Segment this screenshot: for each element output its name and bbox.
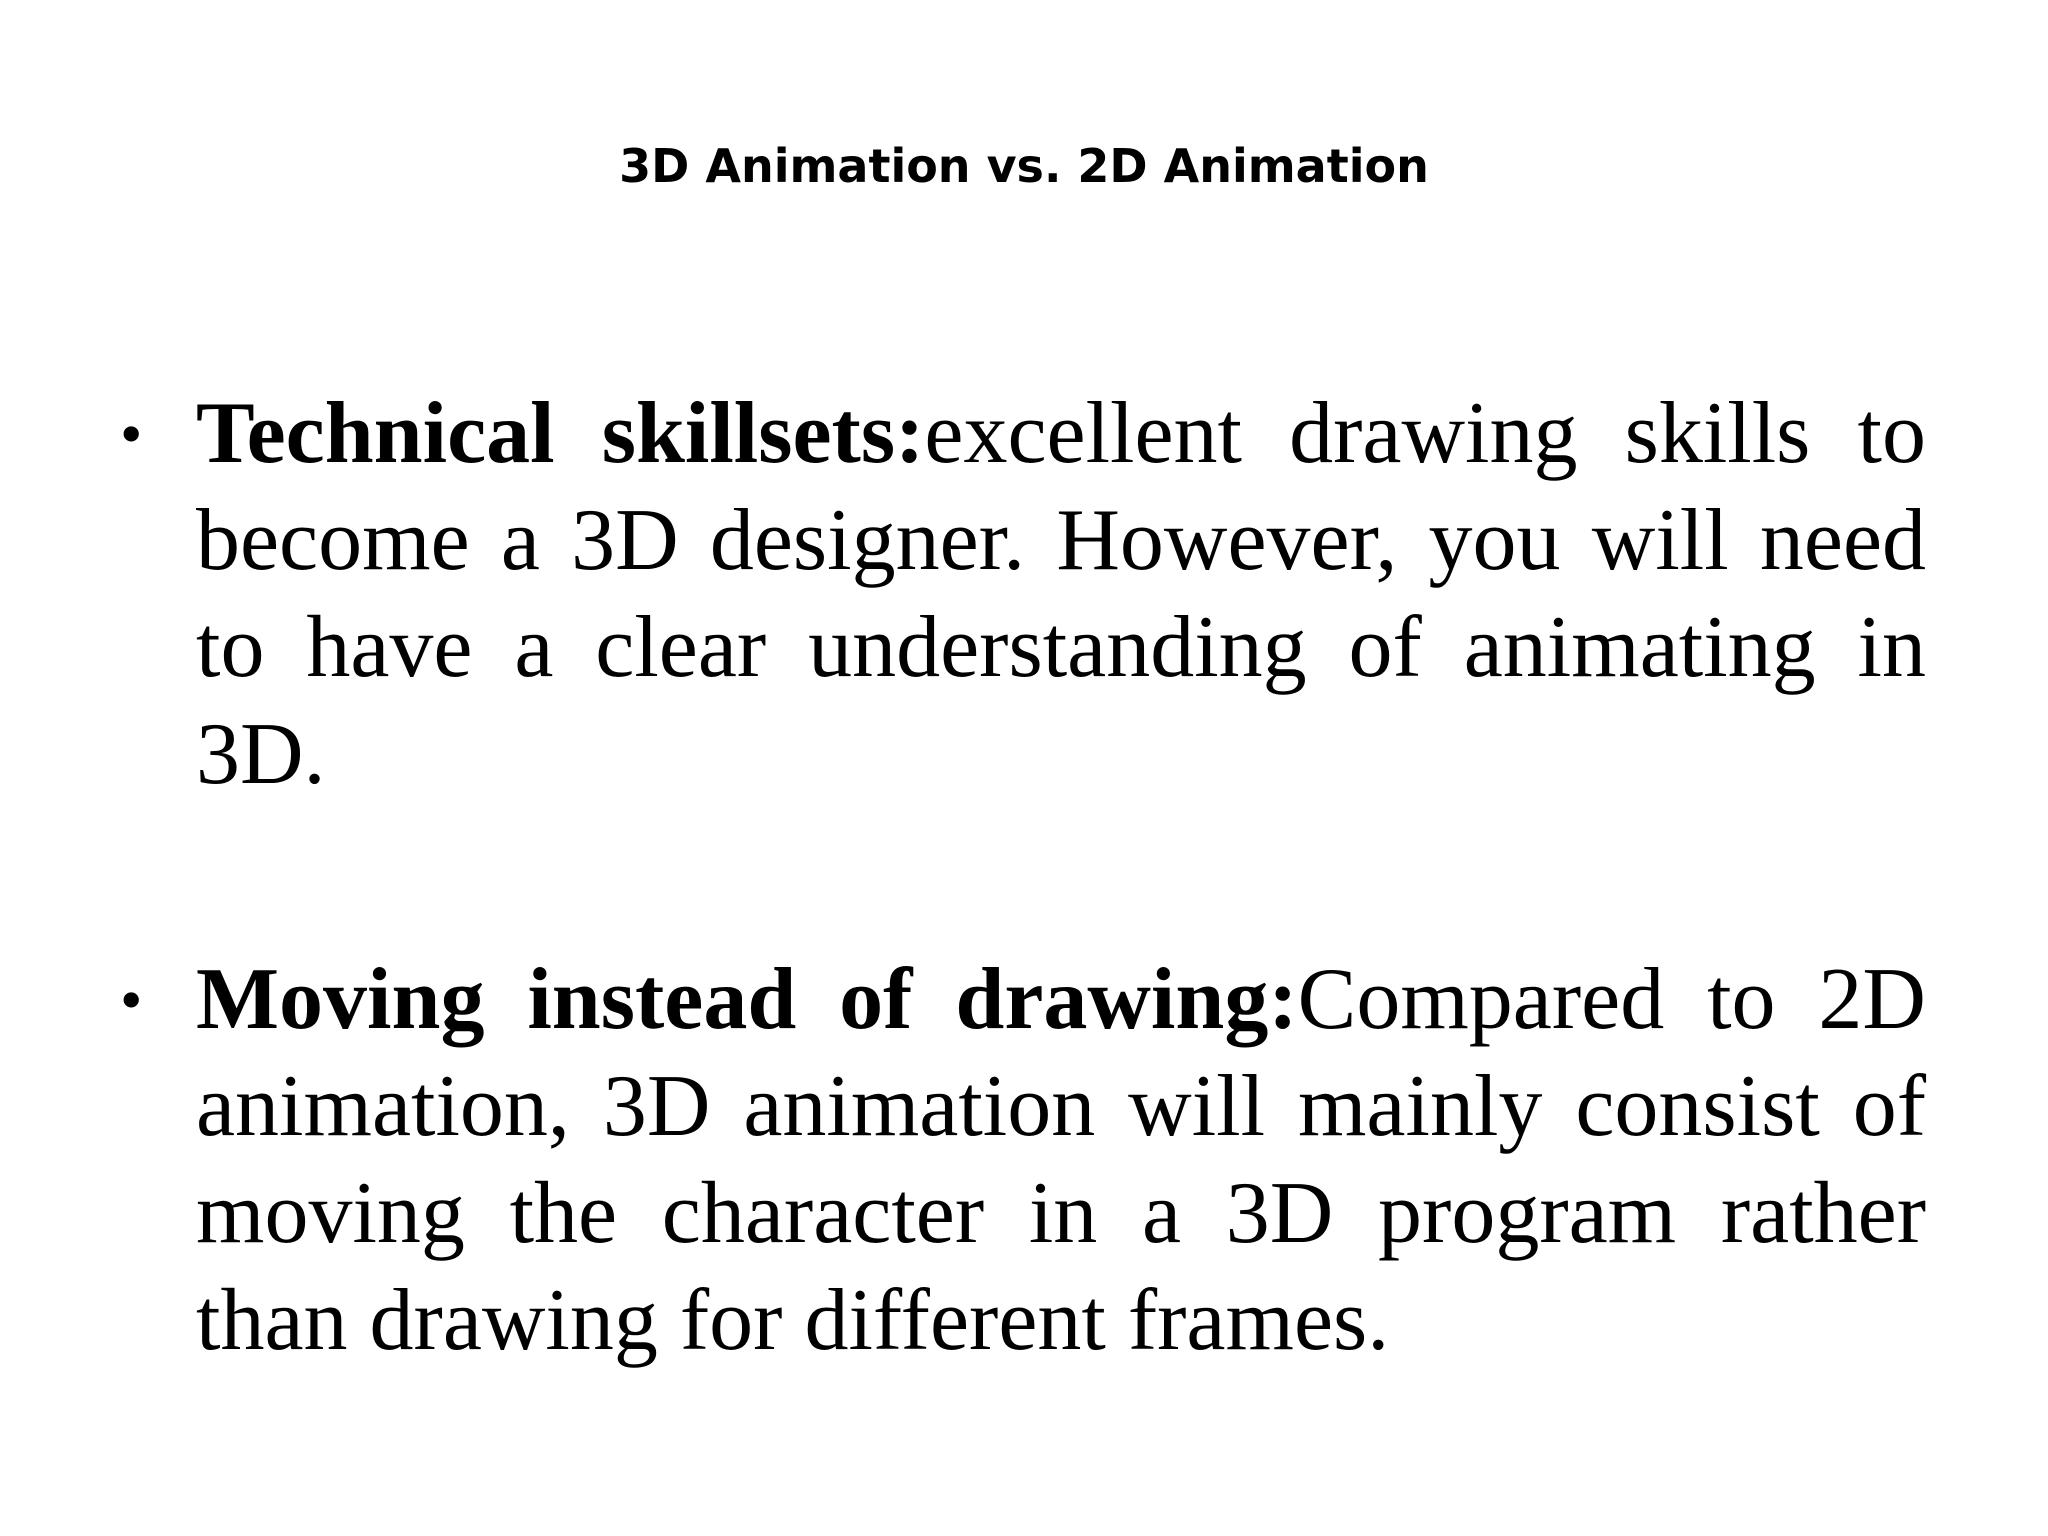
bullet-heading: Moving instead of drawing: [196, 951, 1298, 1048]
bullet-item-technical-skillsets [120, 380, 1926, 808]
bullet-heading: Technical skillsets: [196, 385, 925, 482]
bullet-text: excellent drawing skills to become a 3D designer. However, you will need to have a clear understanding of animating in 3D. [196, 385, 1926, 803]
bullet-item-moving-instead-of-drawing [120, 946, 1926, 1374]
bullet-marker: • [120, 398, 143, 469]
slide-title: 3D Animation vs. 2D Animation [619, 139, 1429, 193]
bullet-list [120, 380, 1926, 1374]
bullet-text: Compared to 2D animation, 3D animation will mainly consist of moving the character in a 3D program rather than drawing for different frames. [196, 951, 1926, 1369]
bullet-marker: • [120, 964, 143, 1035]
